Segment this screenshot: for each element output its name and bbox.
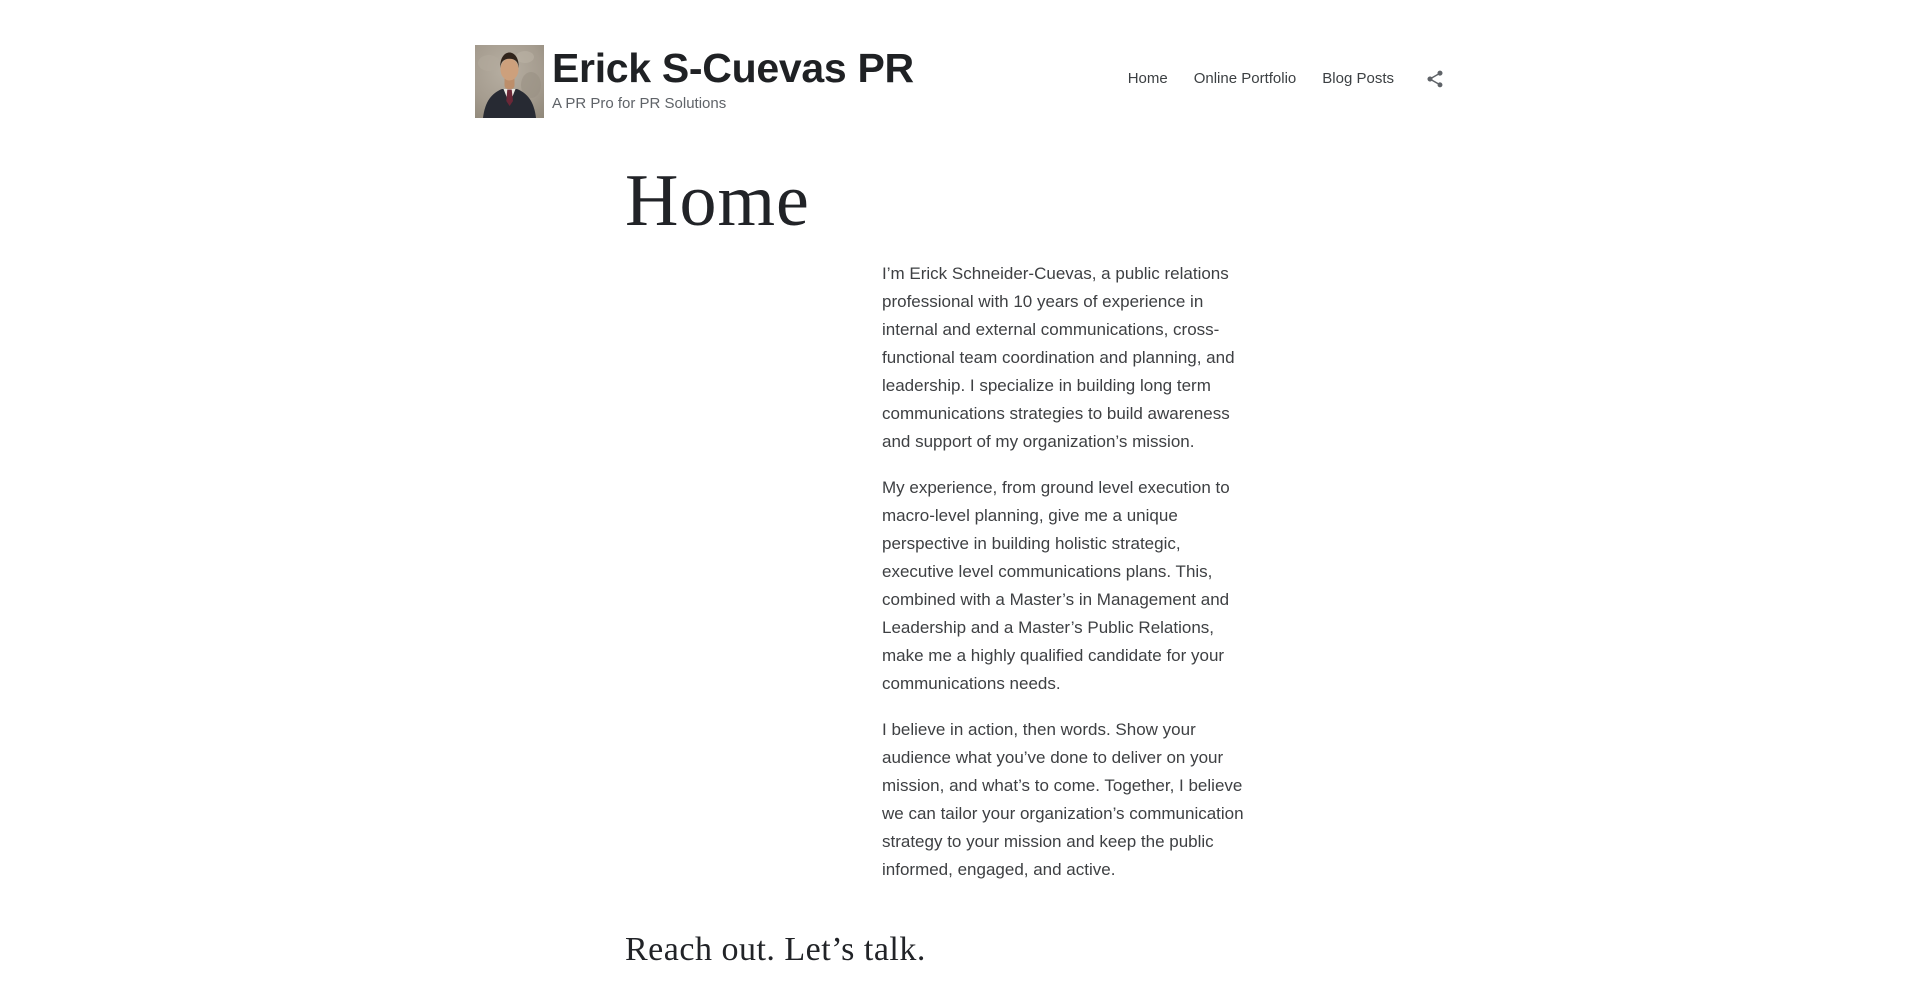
experience-paragraph: My experience, from ground level execution to macro-level planning, give me a unique perspective in building holistic strategic, executive level communications plans. This, combined with a Master’s in Management and Leadership and a Master’s Public Relations, make me a highly qualified candidate for your communications needs. xyxy=(882,478,1230,693)
intro-text-block xyxy=(882,260,1252,884)
main-nav xyxy=(1128,69,1445,89)
share-icon xyxy=(1425,69,1445,89)
page-title: Home xyxy=(625,160,810,242)
cta-heading: Reach out. Let’s talk. xyxy=(625,931,926,968)
brand-text xyxy=(552,45,914,113)
share-button[interactable] xyxy=(1425,69,1445,89)
profile-photo xyxy=(475,45,544,118)
philosophy-paragraph: I believe in action, then words. Show your audience what you’ve done to deliver on your mission, and what’s to come. Together, I believe we can tailor your organization’s communication strategy to your mission and keep the public informed, engaged, and active. xyxy=(882,720,1244,879)
nav-link-online-portfolio[interactable]: Online Portfolio xyxy=(1193,70,1297,87)
site-header xyxy=(0,0,1920,140)
profile-photo-image xyxy=(475,45,544,118)
intro-paragraph: I’m Erick Schneider-Cuevas, a public relations professional with 10 years of experience in internal and external communications, cross-functional team coordination and planning, and leadership. I specialize in building long term communications strategies to build awareness and support of my organization’s mission. xyxy=(882,264,1235,451)
nav-link-home[interactable]: Home xyxy=(1127,70,1168,87)
main-content xyxy=(625,157,1295,971)
site-brand-home-link[interactable] xyxy=(475,45,914,118)
site-title: Erick S-Cuevas PR xyxy=(552,45,914,91)
nav-link-blog-posts[interactable]: Blog Posts xyxy=(1322,70,1394,87)
header-container xyxy=(475,0,1445,140)
site-tagline: A PR Pro for PR Solutions xyxy=(552,95,727,112)
